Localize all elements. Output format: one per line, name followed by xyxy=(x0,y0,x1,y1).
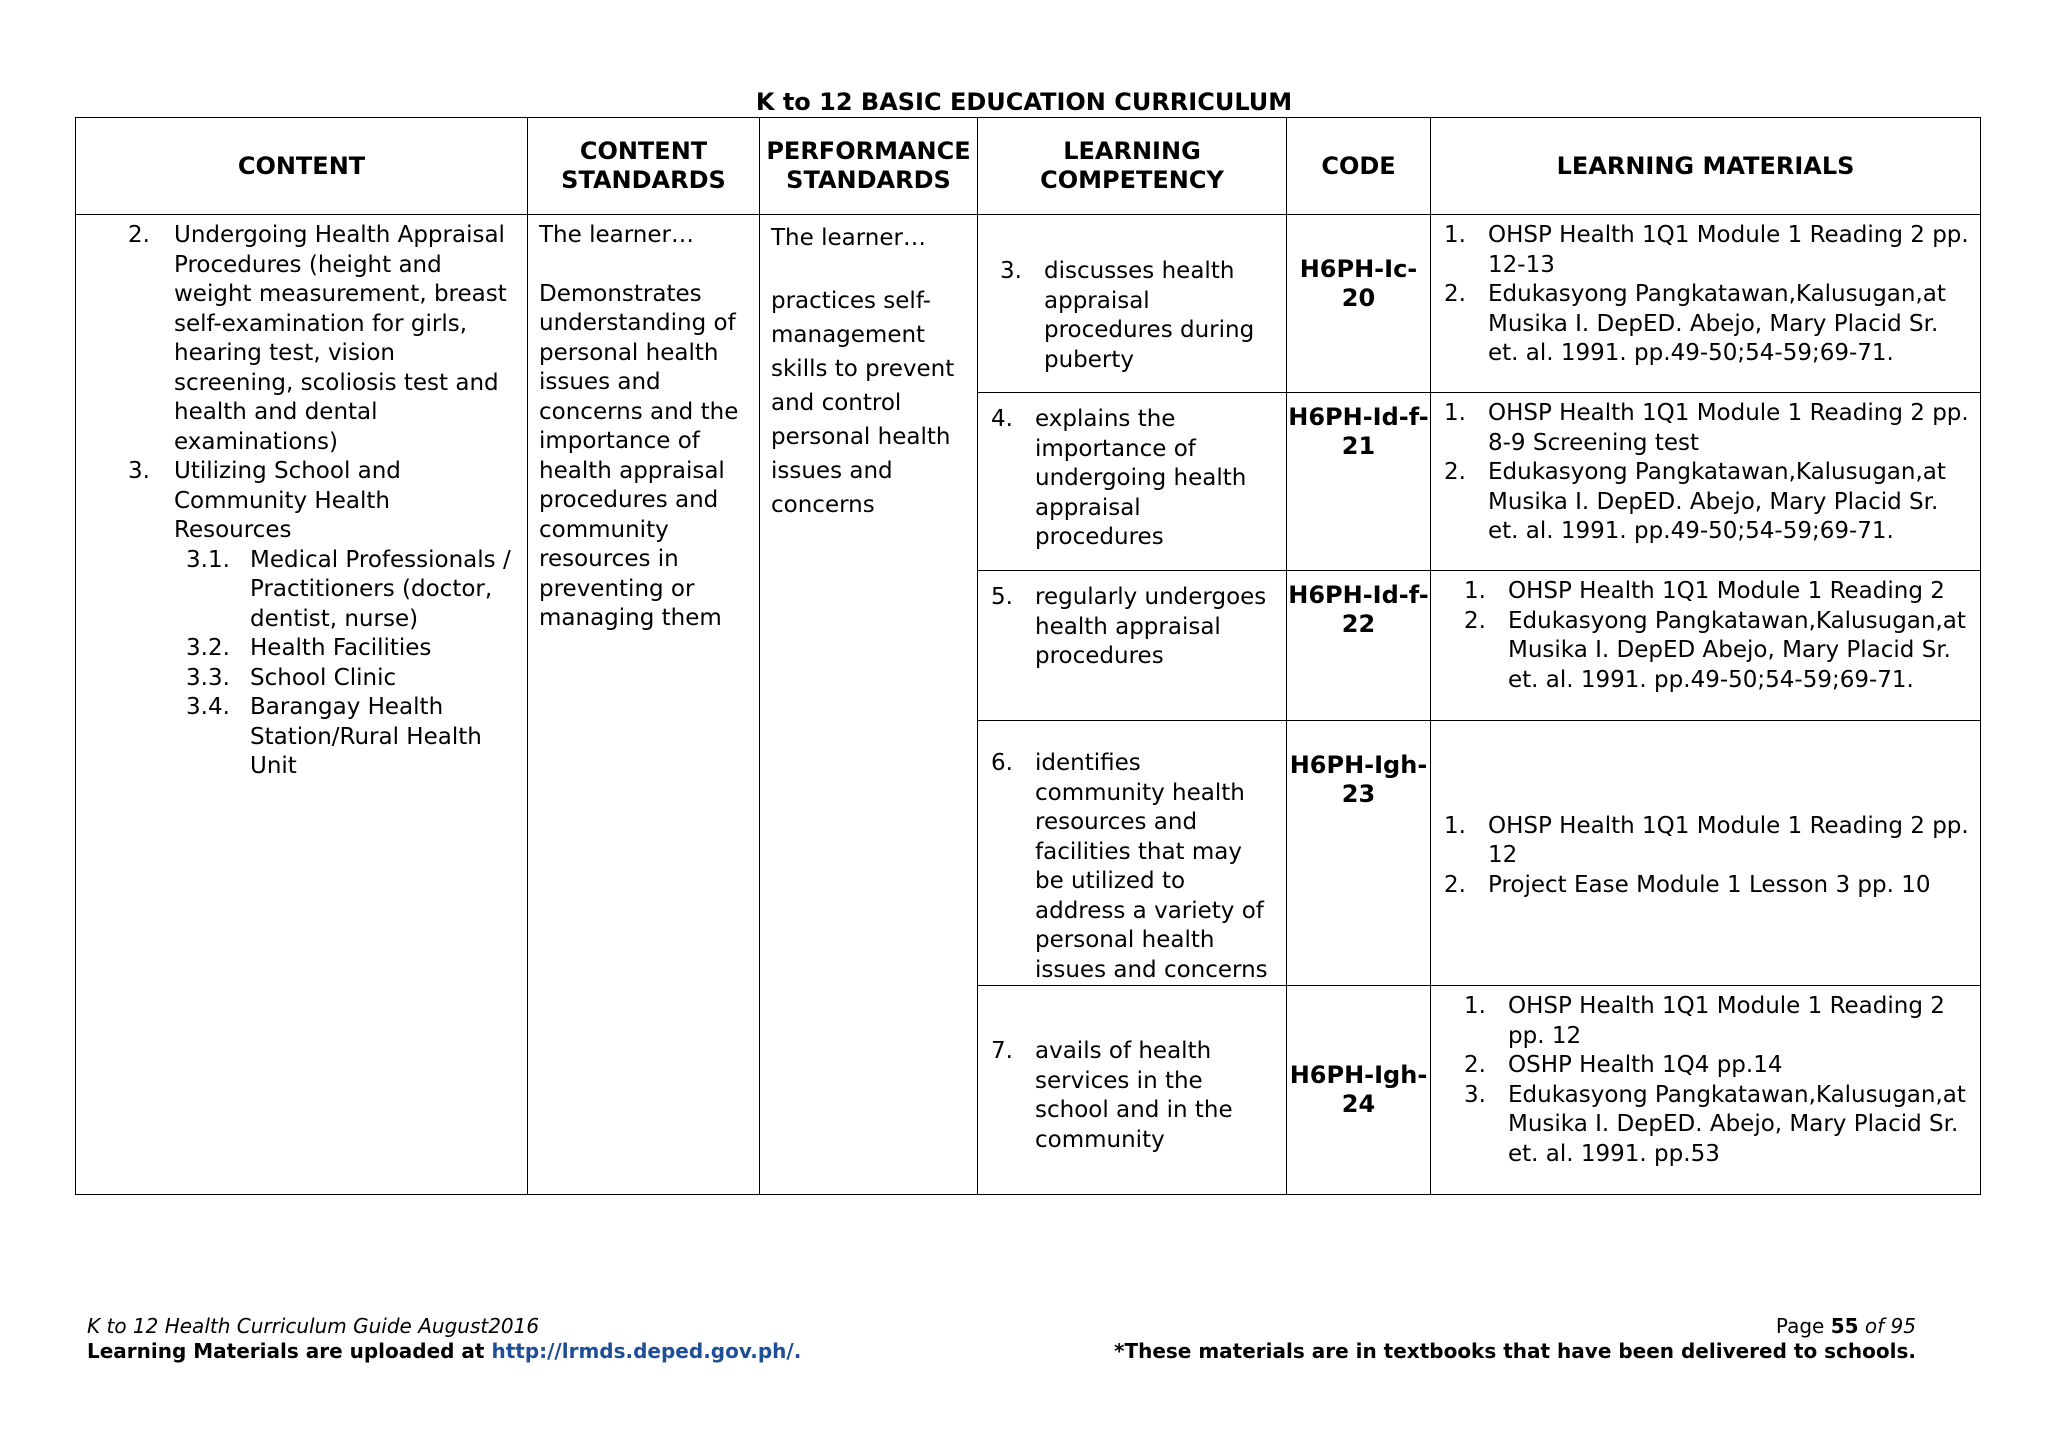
materials-cell xyxy=(1431,721,1981,986)
table-row xyxy=(76,215,1981,393)
curriculum-table xyxy=(75,117,1981,1195)
competency-cell: 3. discusses health appraisal procedures during puberty xyxy=(978,215,1287,393)
header-learning-competency: LEARNING COMPETENCY xyxy=(978,118,1287,215)
performance-standard-intro: The learner… xyxy=(771,225,926,251)
footer-right xyxy=(1114,1314,1916,1364)
content-subitem: 3.4. Barangay Health Station/Rural Health Unit xyxy=(186,694,482,779)
textbook-note: *These materials are in textbooks that have been delivered to schools. xyxy=(1114,1339,1916,1363)
content-subitem: 3.2. Health Facilities xyxy=(186,635,432,661)
content-standard-intro: The learner… xyxy=(539,222,694,248)
content-subitem: 3.3. School Clinic xyxy=(186,664,397,691)
material-item: 2. Project Ease Module 1 Lesson 3 pp. 10 xyxy=(1444,871,1931,898)
material-item: 2. Edukasyong Pangkatawan,Kalusugan,at Musika I. DepED. Abejo, Mary Placid Sr. et. al. 1991. pp.49-50;54-59;69-71. xyxy=(1444,459,1946,544)
competency-cell: 6. identifies community health resources and facilities that may be utilized to address a variety of personal health issues and concerns xyxy=(978,721,1287,986)
code-cell: H6PH-Ic-20 xyxy=(1287,215,1431,393)
material-item: 1. OHSP Health 1Q1 Module 1 Reading 2 pp. 12 xyxy=(1464,993,1945,1049)
material-item: 2. OSHP Health 1Q4 pp.14 xyxy=(1464,1052,1783,1078)
materials-cell xyxy=(1431,393,1981,571)
content-item: 2. Undergoing Health Appraisal Procedures (height and weight measurement, breast self-examination for girls, hearing test, vision screening, scoliosis test and health and dental examinations) xyxy=(128,222,507,455)
content-standard-cell xyxy=(528,215,760,1195)
materials-cell xyxy=(1431,571,1981,721)
performance-standard-text: practices self-management skills to prevent and control personal health issues and concerns xyxy=(771,288,955,518)
header-code: CODE xyxy=(1287,118,1431,215)
header-performance-standards: PERFORMANCE STANDARDS xyxy=(760,118,978,215)
header-row xyxy=(76,118,1981,215)
material-item: 2. Edukasyong Pangkatawan,Kalusugan,at Musika I. DepED Abejo, Mary Placid Sr. et. al. 1991. pp.49-50;54-59;69-71. xyxy=(1464,607,1966,693)
content-subitem: 3.1. Medical Professionals / Practitioners (doctor, dentist, nurse) xyxy=(186,546,511,632)
material-item: 3. Edukasyong Pangkatawan,Kalusugan,at Musika I. DepED. Abejo, Mary Placid Sr. et. al. 1991. pp.53 xyxy=(1464,1081,1966,1167)
uploaded-note: Learning Materials are uploaded at http://lrmds.deped.gov.ph/. xyxy=(87,1339,802,1363)
material-item: 1. OHSP Health 1Q1 Module 1 Reading 2 pp. 12-13 xyxy=(1444,222,1969,278)
lrmds-link[interactable]: http://lrmds.deped.gov.ph/. xyxy=(491,1339,802,1363)
materials-cell xyxy=(1431,215,1981,393)
content-cell xyxy=(76,215,528,1195)
content-standard-text: Demonstrates understanding of personal health issues and concerns and the importance of health appraisal procedures and community resources in preventing or managing them xyxy=(539,280,739,631)
material-item: 1. OHSP Health 1Q1 Module 1 Reading 2 xyxy=(1464,578,1945,604)
header-learning-materials: LEARNING MATERIALS xyxy=(1431,118,1981,215)
code-cell: H6PH-Id-f-21 xyxy=(1287,393,1431,571)
header-content-standards: CONTENT STANDARDS xyxy=(528,118,760,215)
page-number: Page 55 of 95 xyxy=(1775,1314,1916,1338)
material-item: 1. OHSP Health 1Q1 Module 1 Reading 2 pp. 8-9 Screening test xyxy=(1444,400,1969,456)
content-item: 3. Utilizing School and Community Health Resources xyxy=(128,458,401,543)
code-cell: H6PH-Igh-24 xyxy=(1287,986,1431,1195)
material-item: 1. OHSP Health 1Q1 Module 1 Reading 2 pp. 12 xyxy=(1444,812,1969,869)
material-item: 2. Edukasyong Pangkatawan,Kalusugan,at Musika I. DepED. Abejo, Mary Placid Sr. et. al. 1991. pp.49-50;54-59;69-71. xyxy=(1444,281,1946,366)
materials-cell xyxy=(1431,986,1981,1195)
code-cell: H6PH-Igh-23 xyxy=(1287,721,1431,986)
competency-cell: 5. regularly undergoes health appraisal procedures xyxy=(978,571,1287,721)
guide-title: K to 12 Health Curriculum Guide August2016 xyxy=(87,1314,540,1338)
competency-cell: 4. explains the importance of undergoing health appraisal procedures xyxy=(978,393,1287,571)
footer-left xyxy=(87,1314,801,1364)
document-title: K to 12 BASIC EDUCATION CURRICULUM xyxy=(755,88,1293,116)
competency-cell: 7. avails of health services in the school and in the community xyxy=(978,986,1287,1195)
header-content: CONTENT xyxy=(76,118,528,215)
code-cell: H6PH-Id-f-22 xyxy=(1287,571,1431,721)
performance-standard-cell xyxy=(760,215,978,1195)
